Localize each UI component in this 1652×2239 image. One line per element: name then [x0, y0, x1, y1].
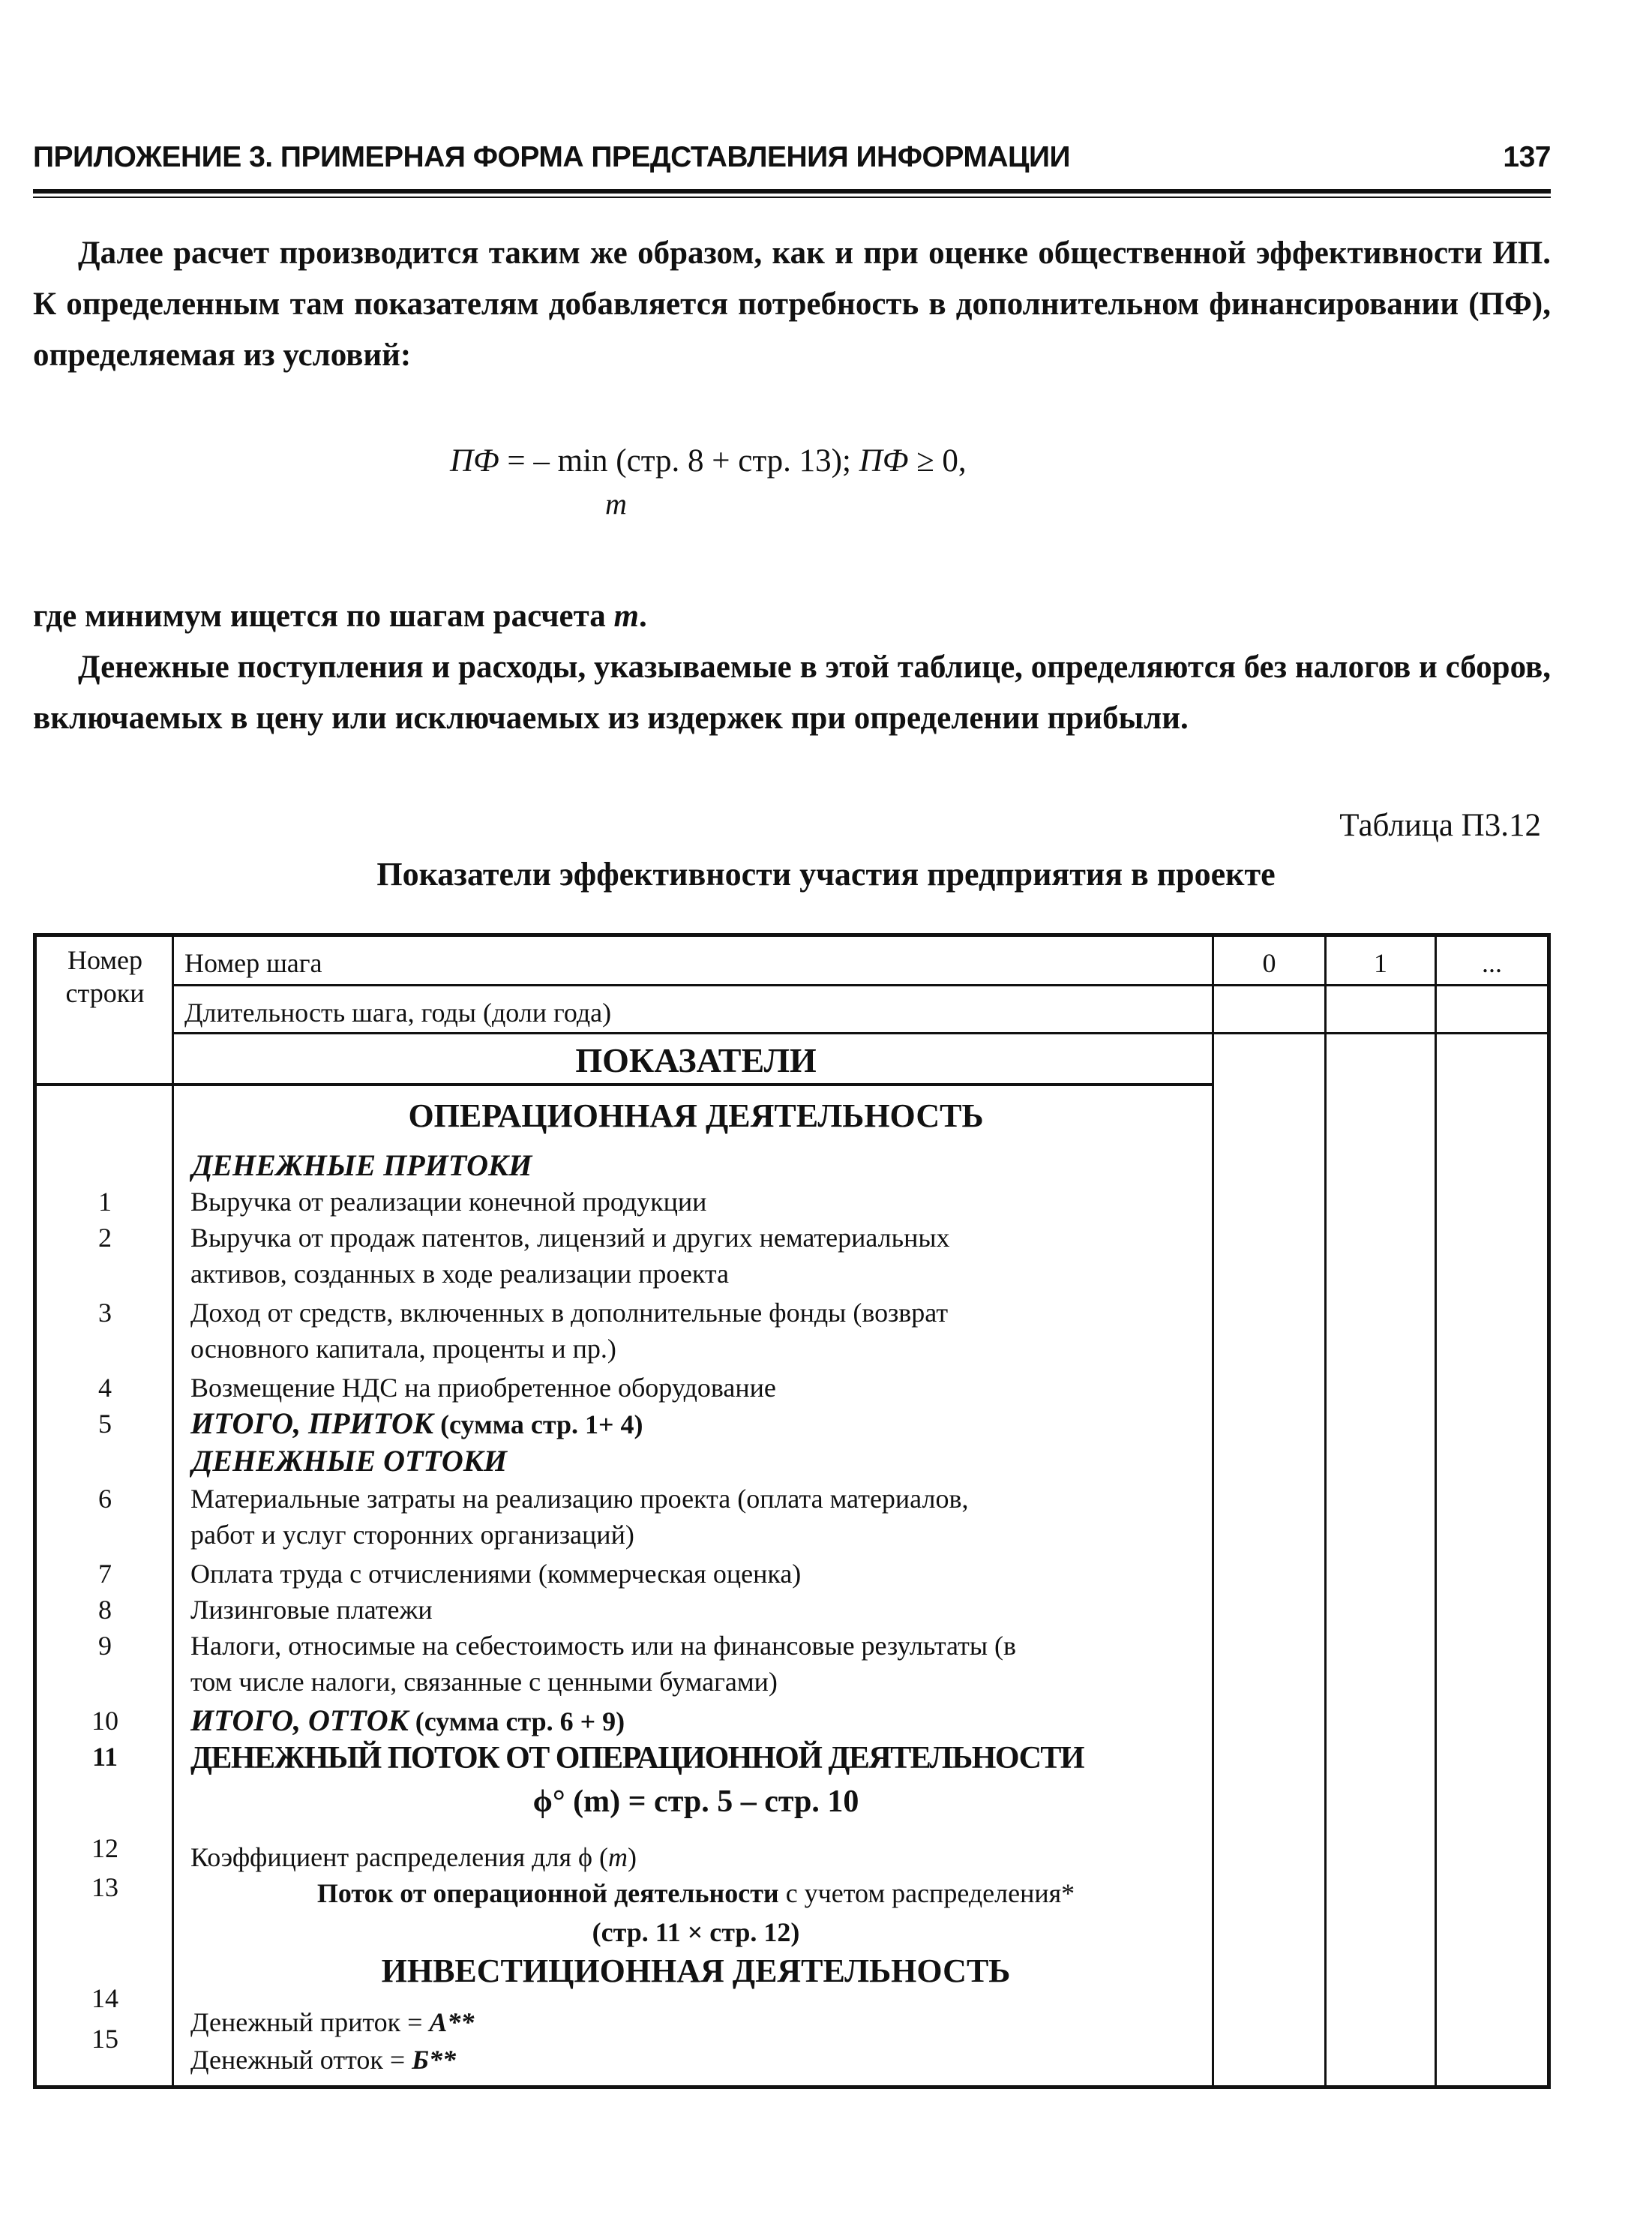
- header-row-number: Номер строки: [65, 945, 145, 1008]
- paragraph-1: Далее расчет производится таким же образом, как и при оценке общественной эффективности ИП. К определенным там показателям добавляется потребность в дополнительном финансировании (ПФ), определяемая из условий:: [33, 236, 1551, 373]
- page-number: 137: [1503, 141, 1551, 173]
- paragraph-2-var: m: [613, 599, 639, 634]
- formula-pf-1: ПФ: [450, 443, 499, 479]
- section-inflows: ДЕНЕЖНЫЕ ПРИТОКИ: [192, 1148, 532, 1182]
- header-rule-thin: [33, 197, 1551, 198]
- row-3-line-1: Доход от средств, включенных в дополнительные фонды (возврат: [190, 1298, 949, 1328]
- header-step-number: Номер шага: [184, 948, 322, 978]
- row-13-line-1: [174, 1875, 1218, 1911]
- row-12-end: ): [627, 1842, 637, 1872]
- table-divider-colmore: [1435, 933, 1437, 2089]
- row-12-var: m: [607, 1842, 628, 1872]
- row-11-num: 11: [91, 1742, 118, 1772]
- row-15-var: Б**: [412, 2045, 456, 2075]
- section-operational: ОПЕРАЦИОННАЯ ДЕЯТЕЛЬНОСТЬ: [408, 1097, 984, 1134]
- row-15-text: [190, 2042, 1204, 2078]
- row-6-line-2: работ и услуг сторонних организаций): [190, 1520, 634, 1550]
- row-4-text: Возмещение НДС на приобретенное оборудование: [190, 1373, 776, 1403]
- header-col-1: 1: [1374, 948, 1387, 978]
- formula-subscript: m: [605, 487, 627, 521]
- row-13-num: 13: [91, 1872, 118, 1902]
- header-rule-thick: [33, 189, 1551, 194]
- header-col-more: ...: [1482, 948, 1502, 978]
- row-1-text: Выручка от реализации конечной продукции: [190, 1187, 707, 1217]
- row-5-num: 5: [98, 1409, 112, 1439]
- table-border-left: [33, 933, 37, 2089]
- row-9-num: 9: [98, 1631, 112, 1661]
- row-11-text: ДЕНЕЖНЫЙ ПОТОК ОТ ОПЕРАЦИОННОЙ ДЕЯТЕЛЬНОСТИ: [190, 1741, 1084, 1775]
- row-6-num: 6: [98, 1484, 112, 1514]
- row-10-note: (сумма стр. 6 + 9): [408, 1706, 625, 1736]
- row-9-line-2: том числе налоги, связанные с ценными бумагами): [190, 1667, 778, 1697]
- row-13-line-2: (стр. 11 × стр. 12): [592, 1917, 800, 1947]
- table-border-top: [33, 933, 1551, 937]
- row-12-text: [190, 1839, 1204, 1875]
- paragraph-3: Денежные поступления и расходы, указываемые в этой таблице, определяются без налогов и сборов, включаемых в цену или исключаемых из издержек при определении прибыли.: [33, 650, 1551, 736]
- table-border-bottom: [33, 2085, 1551, 2089]
- row-3-line-2: основного капитала, проценты и пр.): [190, 1334, 616, 1364]
- row-12-text-main: Коэффициент распределения для ϕ (: [190, 1842, 608, 1872]
- formula-end: ≥ 0,: [908, 443, 967, 479]
- row-10-label: ИТОГО, ОТТОК: [190, 1703, 409, 1737]
- table-rule-step: [172, 984, 1551, 986]
- row-14-text: [190, 2004, 1204, 2040]
- row-3-num: 3: [98, 1298, 112, 1328]
- row-8-num: 8: [98, 1595, 112, 1625]
- formula-pf-2: ПФ: [859, 443, 909, 479]
- row-14-var: А**: [429, 2007, 475, 2037]
- row-1-num: 1: [98, 1187, 112, 1217]
- running-header: [33, 141, 1551, 183]
- row-13-bold: Поток от операционной деятельности: [316, 1878, 779, 1908]
- row-2-line-2: активов, созданных в ходе реализации проекта: [190, 1259, 729, 1289]
- section-investment: ИНВЕСТИЦИОННАЯ ДЕЯТЕЛЬНОСТЬ: [381, 1952, 1011, 1989]
- row-10-text: [190, 1703, 1204, 1739]
- formula: [450, 443, 967, 479]
- header-col-0: 0: [1262, 948, 1276, 978]
- formula-middle: = – min (стр. 8 + стр. 13);: [499, 443, 859, 479]
- paragraph-2: [33, 591, 1551, 642]
- row-14-text-main: Денежный приток =: [190, 2007, 430, 2037]
- paragraph-2-text: где минимум ищется по шагам расчета: [33, 599, 614, 634]
- row-10-num: 10: [91, 1706, 118, 1736]
- header-indicators: ПОКАЗАТЕЛИ: [575, 1041, 817, 1079]
- row-7-text: Оплата труда с отчислениями (коммерческая оценка): [190, 1559, 802, 1589]
- section-outflows: ДЕНЕЖНЫЕ ОТТОКИ: [192, 1444, 507, 1478]
- row-5-text: [190, 1406, 1204, 1442]
- table-label: Таблица П3.12: [1339, 808, 1541, 843]
- header-title: ПРИЛОЖЕНИЕ 3. ПРИМЕРНАЯ ФОРМА ПРЕДСТАВЛЕНИЯ ИНФОРМАЦИИ: [33, 141, 1071, 173]
- row-5-note: (сумма стр. 1+ 4): [433, 1409, 643, 1439]
- row-6-line-1: Материальные затраты на реализацию проекта (оплата материалов,: [190, 1484, 969, 1514]
- row-13-rest: с учетом распределения*: [778, 1878, 1075, 1908]
- header-step-duration: Длительность шага, годы (доли года): [184, 998, 612, 1028]
- row-15-text-main: Денежный отток =: [190, 2045, 412, 2075]
- table-rule-duration: [172, 1032, 1551, 1034]
- row-7-num: 7: [98, 1559, 112, 1589]
- row-5-label: ИТОГО, ПРИТОК: [190, 1406, 434, 1440]
- row-14-num: 14: [91, 1983, 118, 2013]
- paragraph-2-end: .: [638, 599, 647, 634]
- table-rule-indicators: [33, 1083, 1214, 1086]
- row-12-num: 12: [91, 1833, 118, 1863]
- row-8-text: Лизинговые платежи: [190, 1595, 433, 1625]
- row-2-num: 2: [98, 1223, 112, 1253]
- row-2-line-1: Выручка от продаж патентов, лицензий и других нематериальных: [190, 1223, 950, 1253]
- table-caption: Показатели эффективности участия предприятия в проекте: [376, 856, 1276, 893]
- table-divider-col1: [1324, 933, 1327, 2089]
- row-15-num: 15: [91, 2024, 118, 2054]
- row-11-formula: ϕ° (m) = стр. 5 – стр. 10: [532, 1784, 859, 1819]
- table-border-right: [1547, 933, 1551, 2089]
- row-9-line-1: Налоги, относимые на себестоимость или на финансовые результаты (в: [190, 1631, 1016, 1661]
- row-4-num: 4: [98, 1373, 112, 1403]
